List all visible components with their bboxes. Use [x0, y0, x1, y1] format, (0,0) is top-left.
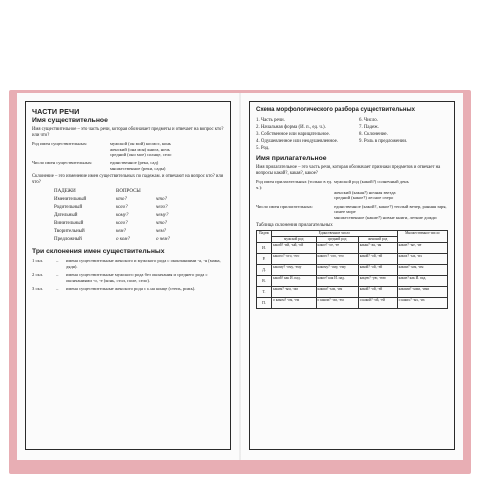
- table-row: Р. какого? -ого, -его какого? -ого, -его какой? -ой, -ей каких? -ых, -их: [257, 254, 448, 265]
- table-row: Т. каким? -ым, -им каким? -ым, -им какой? -ой, -ей какими? -ыми, -ими: [257, 287, 448, 298]
- declension-definition: Склонение – это изменение имен существительных по падежам. и отвечают на вопрос кто? или что?: [32, 174, 224, 185]
- adjective-gender-block: [256, 179, 448, 201]
- case-row: Дательный кому? чему?: [54, 213, 169, 219]
- table-row: Д. какому? -ому, -ему какому? -ому, -ему какой? -ой, -ей каким? -ым, -им: [257, 265, 448, 276]
- table-row: И. какой? -ий, -ый, -ой какое? -ое, -ее какая? -ая, -яя какие? -ые, -ие: [257, 243, 448, 254]
- case-row: Предложный о ком? о чем?: [54, 237, 170, 243]
- declension-item: 2 скл. – имена существительные мужского рода без окончания и среднего рода с окончаниями -о, -е (конь, стол, поле, село).: [32, 272, 208, 283]
- cases-header: ПАДЕЖИ ВОПРОСЫ: [54, 189, 141, 195]
- scheme-item: 1. Часть речи.: [256, 118, 285, 123]
- adjective-declension-table: [256, 230, 448, 309]
- case-row: Творительный кем? чем?: [54, 229, 167, 235]
- noun-definition: Имя существительное – это часть речи, которая обозначает предметы и отвечает на вопрос кто? или что?: [32, 127, 224, 138]
- morph-scheme-title: Схема морфологического разбора существительных: [256, 107, 415, 113]
- table-row: П. о каком? -ом, -ем о каком? -ом, -ем о какой? -ой, -ей о каких? -ых, -их: [257, 298, 448, 309]
- right-page-frame: [249, 101, 455, 450]
- declension-item: 1 скл. – имена существительные женского и мужского рода с окончаниями -а, -я (мама, дядя).: [32, 258, 221, 269]
- adjective-definition: Имя прилагательное – это часть речи, которая обозначает признаки предметов и отвечает на вопросы какой?, какая?, какое?: [256, 165, 441, 176]
- th-masc: мужской род: [272, 237, 317, 243]
- th-plural: Множественное число: [397, 231, 447, 243]
- noun-number-block: [32, 160, 224, 171]
- case-row: Именительный кто? что?: [54, 197, 167, 203]
- th-case: Падеж: [257, 231, 272, 243]
- declension-table-title: Таблица склонения прилагательных: [256, 223, 333, 229]
- morph-scheme-col-right: [345, 117, 448, 152]
- table-row: В. какой? как И. пад. какое? как И. пад. какую? -ую, -юю какие? как И. пад.: [257, 276, 448, 287]
- case-row: Родительный кого? чего?: [54, 205, 168, 211]
- left-page-frame: [25, 101, 231, 450]
- scheme-item: 7. Падеж.: [359, 125, 379, 130]
- gender-row: женский (она моя) книга, ночь: [110, 146, 170, 152]
- adj-gender-row: женский (какая?) ночная звезда: [334, 190, 396, 195]
- declension-item: 3 скл. – имена существительные женского рода с ь на конце (степь, рожь).: [32, 286, 196, 292]
- gender-row: средний (оно мое) солнце, село: [110, 152, 172, 157]
- scheme-item: 5. Род.: [256, 146, 270, 151]
- th-neut: средний род: [316, 237, 358, 243]
- adj-number-row: множественное (какие?) новые книги, летние дожди: [334, 214, 437, 220]
- section-title: ЧАСТИ РЕЧИ: [32, 107, 80, 116]
- th-fem: женский род: [358, 237, 397, 243]
- scheme-item: 9. Роль в предложении.: [359, 139, 408, 144]
- right-page: [241, 93, 463, 460]
- three-declensions-title: Три склонения имен существительных: [32, 248, 165, 256]
- cases-table: [54, 188, 224, 244]
- scheme-item: 4. Одушевленное или неодушевленное.: [256, 139, 339, 144]
- scheme-item: 8. Склонение.: [359, 132, 388, 137]
- adj-number-row: Число имен прилагательных: единственное (какой?, какое?) теплый вечер, ранняя заря, синее море: [256, 203, 447, 215]
- adjective-title: Имя прилагательное: [256, 155, 327, 162]
- case-row: Винительный кого? что?: [54, 221, 167, 227]
- scheme-item: 3. Собственное или нарицательное.: [256, 132, 330, 137]
- adj-gender-row: Род имен прилагательных (только в ед. ч.): мужской род (какой?) солнечный день: [256, 179, 409, 190]
- gender-row: Род имен существительных: мужской (он мой) космос, конь: [32, 141, 171, 147]
- noun-title: Имя существительное: [32, 117, 108, 124]
- left-page: [17, 93, 239, 460]
- number-row: Число имен существительных: единственное (река, сад): [32, 160, 159, 166]
- adj-gender-row: средний (какое?) лесное озеро: [334, 195, 394, 201]
- scheme-item: 2. Начальная форма (И. п., ед. ч.).: [256, 125, 326, 130]
- morph-scheme-list: [256, 117, 448, 152]
- number-row: множественное (реки, сады): [110, 165, 166, 171]
- noun-gender-block: [32, 141, 224, 157]
- morph-scheme-col-left: [256, 117, 345, 152]
- scheme-item: 6. Число.: [359, 118, 378, 123]
- adjective-number-block: [256, 204, 448, 220]
- th-singular: Единственное число: [272, 231, 398, 237]
